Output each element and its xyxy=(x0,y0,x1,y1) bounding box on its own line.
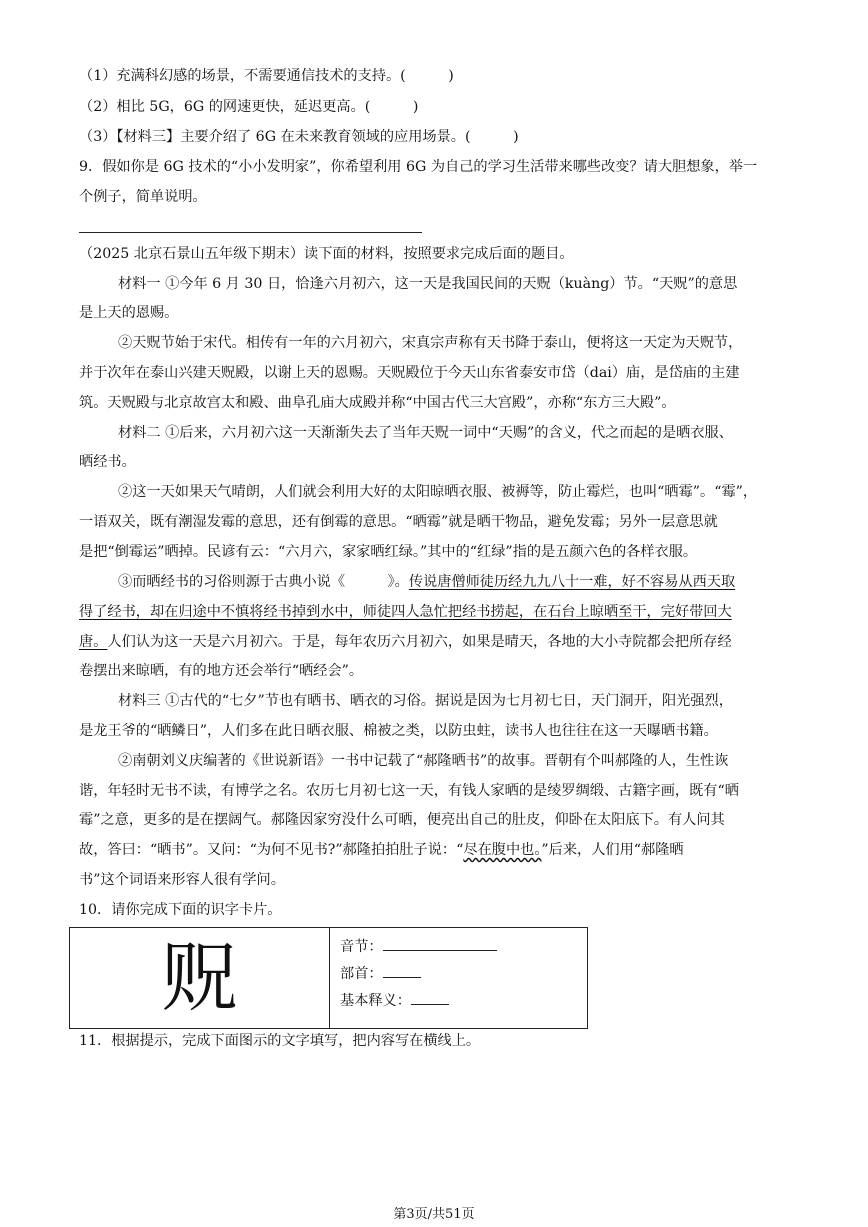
q11-prompt: 11．根据提示，完成下面图示的文字填写，把内容写在横线上。 xyxy=(79,1033,481,1049)
material-2-para-1-cont: 晒经书。 xyxy=(79,454,136,470)
card-fields xyxy=(340,934,497,1015)
material-2-para-2-cont: 一语双关，既有潮湿发霉的意思，还有倒霉的意思。“晒霉”就是晒干物品，避免发霉；另外一层意思就 xyxy=(79,514,718,530)
material-2-para-2: ②这一天如果天气晴朗，人们就会利用大好的太阳晾晒衣服、被褥等，防止霉烂，也叫“晒霉”。“霉”， xyxy=(118,484,758,500)
material-1-para-2: ②天贶节始于宋代。相传有一年的六月初六，宋真宗声称有天书降于泰山，便将这一天定为天贶节， xyxy=(118,335,743,351)
big-character: 贶 xyxy=(161,933,238,1022)
material-2-para-1: 材料二 ①后来，六月初六这一天渐渐失去了当年天贶一词中“天赐”的含义，代之而起的是晒衣服、 xyxy=(118,425,733,441)
q8-item-3: （3）【材料三】主要介绍了 6G 在未来教育领域的应用场景。( ) xyxy=(79,129,519,145)
meaning-blank[interactable] xyxy=(411,990,449,1005)
material-3-para-2-cont: 谐，年轻时无书不读，有博学之名。农历七月初七这一天，有钱人家晒的是绫罗绸缎、古籍字画，既有“晒 xyxy=(79,783,739,799)
pinyin-field xyxy=(340,934,497,961)
underlined-sentence: 传说唐僧师徒历经九九八十一难，好不容易从西天取 xyxy=(408,574,736,590)
q8-item-1: （1）充满科幻感的场景，不需要通信技术的支持。( ) xyxy=(79,68,454,84)
quote-tail: ”后来，人们用“郝隆晒 xyxy=(541,842,684,858)
q9-line-2: 个例子，简单说明。 xyxy=(79,189,207,205)
material-1-para-2-cont2: 筑。天贶殿与北京故宫太和殿、曲阜孔庙大成殿并称“中国古代三大宫殿”，亦称“东方三大殿”。 xyxy=(79,395,676,411)
material-2-para-3-cont2: 卷摆出来晾晒，有的地方还会举行“晒经会”。 xyxy=(79,663,364,679)
material-3-para-1-cont: 是龙王爷的“晒鳞日”，人们多在此日晒衣服、棉被之类，以防虫蛀，读书人也往往在这一天曝晒书籍。 xyxy=(79,723,718,739)
quote-lead: 故，答曰：“晒书”。又问：“为何不见书?”郝隆拍拍肚子说：“ xyxy=(79,842,464,858)
pinyin-blank[interactable] xyxy=(383,936,497,951)
character-card xyxy=(69,927,588,1029)
meaning-label: 基本释义： xyxy=(340,993,411,1009)
underlined-sentence-cont: 得了经书，却在归途中不慎将经书掉到水中，师徒四人急忙把经书捞起，在石台上晾晒至干，完好带回大 xyxy=(79,604,732,620)
material-3-para-2-cont4: 书”这个词语来形容人很有学问。 xyxy=(79,872,285,888)
page-number: 第3页/共51页 xyxy=(393,1207,475,1222)
material-1-para-2-cont: 并于次年在泰山兴建天贶殿，以谢上天的恩赐。天贶殿位于今天山东省泰安市岱（dai）庙，是岱庙的主建 xyxy=(79,365,740,381)
material-3-para-2: ②南朝刘义庆编著的《世说新语》一书中记载了“郝隆晒书”的故事。晋朝有个叫郝隆的人，生性诙 xyxy=(118,753,729,769)
radical-blank[interactable] xyxy=(383,963,421,978)
character-cell xyxy=(70,928,330,1028)
material-3-para-1: 材料三 ①古代的“七夕”节也有晒书、晒衣的习俗。据说是因为七月初七日，天门洞开，阳光强烈， xyxy=(118,693,733,709)
material-2-para-2-cont2: 是把“倒霉运”晒掉。民谚有云：“六月六，家家晒红绿。”其中的“红绿”指的是五颜六色的各样衣服。 xyxy=(79,544,698,560)
wavy-underlined-quote: 尽在腹中也。 xyxy=(463,842,542,858)
material-3-para-2-cont3 xyxy=(79,840,684,860)
material-2-para-3 xyxy=(118,572,735,592)
q10-prompt: 10．请你完成下面的识字卡片。 xyxy=(79,902,282,918)
underlined-sentence-end: 唐。 xyxy=(79,634,108,650)
meaning-field xyxy=(340,988,497,1015)
passage-intro: （2025 北京石景山五年级下期末）读下面的材料，按照要求完成后面的题目。 xyxy=(79,246,574,262)
novel-title-sentence: ③而晒经书的习俗则源于古典小说《 》。 xyxy=(118,574,409,590)
material-1-para-1-cont: 是上天的恩赐。 xyxy=(79,305,179,321)
pinyin-label: 音节： xyxy=(340,939,383,955)
material-3-para-2-cont2: 霉”之意，更多的是在摆阔气。郝隆因家穷没什么可晒，便亮出自己的肚皮，仰卧在太阳底下。有人问其 xyxy=(79,812,725,828)
radical-label: 部首： xyxy=(340,966,383,982)
q9-line-1: 9．假如你是 6G 技术的“小小发明家”，你希望利用 6G 为自己的学习生活带来哪些改变？请大胆想象，举一 xyxy=(79,159,758,175)
answer-line[interactable] xyxy=(79,232,422,233)
q8-item-2: （2）相比 5G，6G 的网速更快，延迟更高。( ) xyxy=(79,99,419,115)
material-2-para-3-cont xyxy=(79,632,732,652)
radical-field xyxy=(340,961,497,988)
material-2-para-3-text: 人们认为这一天是六月初六。于是，每年农历六月初六，如果是晴天，各地的大小寺院都会把所存经 xyxy=(107,634,732,650)
material-1-para-1: 材料一 ①今年 6 月 30 日，恰逢六月初六，这一天是我国民间的天贶（kuàng）节。“天贶”的意思 xyxy=(118,276,738,292)
